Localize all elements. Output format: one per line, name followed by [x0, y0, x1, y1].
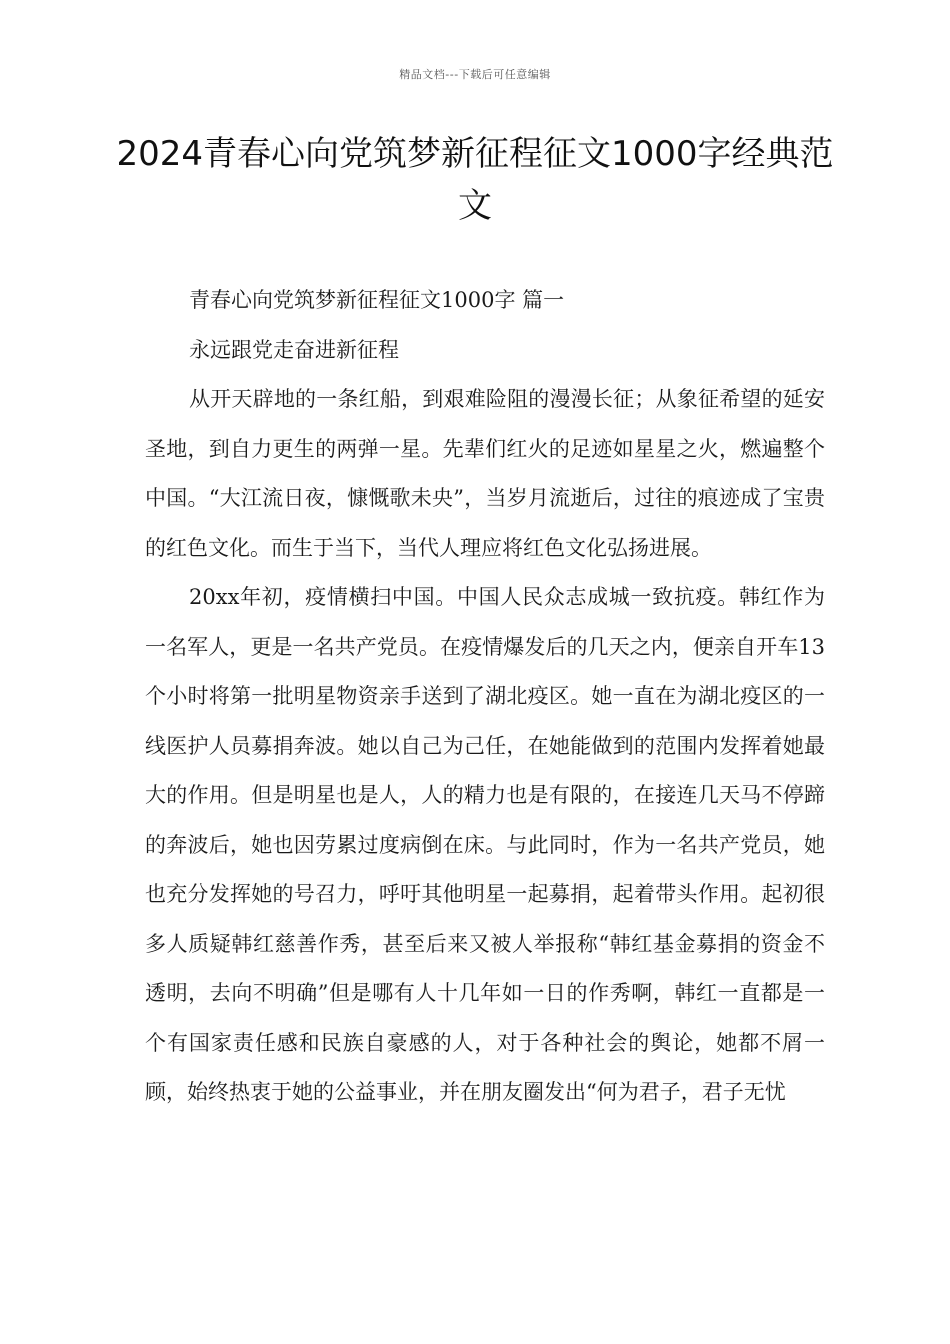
- section-subtitle: 永远跟党走奋进新征程: [189, 337, 399, 362]
- document-title: 2024青春心向党筑梦新征程征文1000字经典范文: [116, 134, 834, 226]
- document-body: [145, 276, 825, 1118]
- paragraph-2: 20xx年初，疫情横扫中国。中国人民众志成城一致抗疫。韩红作为一名军人，更是一名共产党员。在疫情爆发后的几天之内，便亲自开车13个小时将第一批明星物资亲手送到了湖北疫区。她一直在为湖北疫区的一线医护人员募捐奔波。她以自己为己任，在她能做到的范围内发挥着她最大的作用。但是明星也是人，人的精力也是有限的，在接连几天马不停蹄的奔波后，她也因劳累过度病倒在床。与此同时，作为一名共产党员，她也充分发挥她的号召力，呼吁其他明星一起募捐，起着带头作用。起初很多人质疑韩红慈善作秀，甚至后来又被人举报称“韩红基金募捐的资金不透明，去向不明确”但是哪有人十几年如一日的作秀啊，韩红一直都是一个有国家责任感和民族自豪感的人，对于各种社会的舆论，她都不屑一顾，始终热衷于她的公益事业，并在朋友圈发出“何为君子，君子无忧: [145, 585, 825, 1104]
- header-note: 精品文档---下载后可任意编辑: [399, 68, 551, 81]
- section-heading: 青春心向党筑梦新征程征文1000字 篇一: [189, 288, 565, 312]
- paragraph-1: 从开天辟地的一条红船，到艰难险阻的漫漫长征；从象征希望的延安圣地，到自力更生的两弹一星。先辈们红火的足迹如星星之火，燃遍整个中国。“大江流日夜，慷慨歌未央”，当岁月流逝后，过往的痕迹成了宝贵的红色文化。而生于当下，当代人理应将红色文化弘扬进展。: [145, 387, 825, 560]
